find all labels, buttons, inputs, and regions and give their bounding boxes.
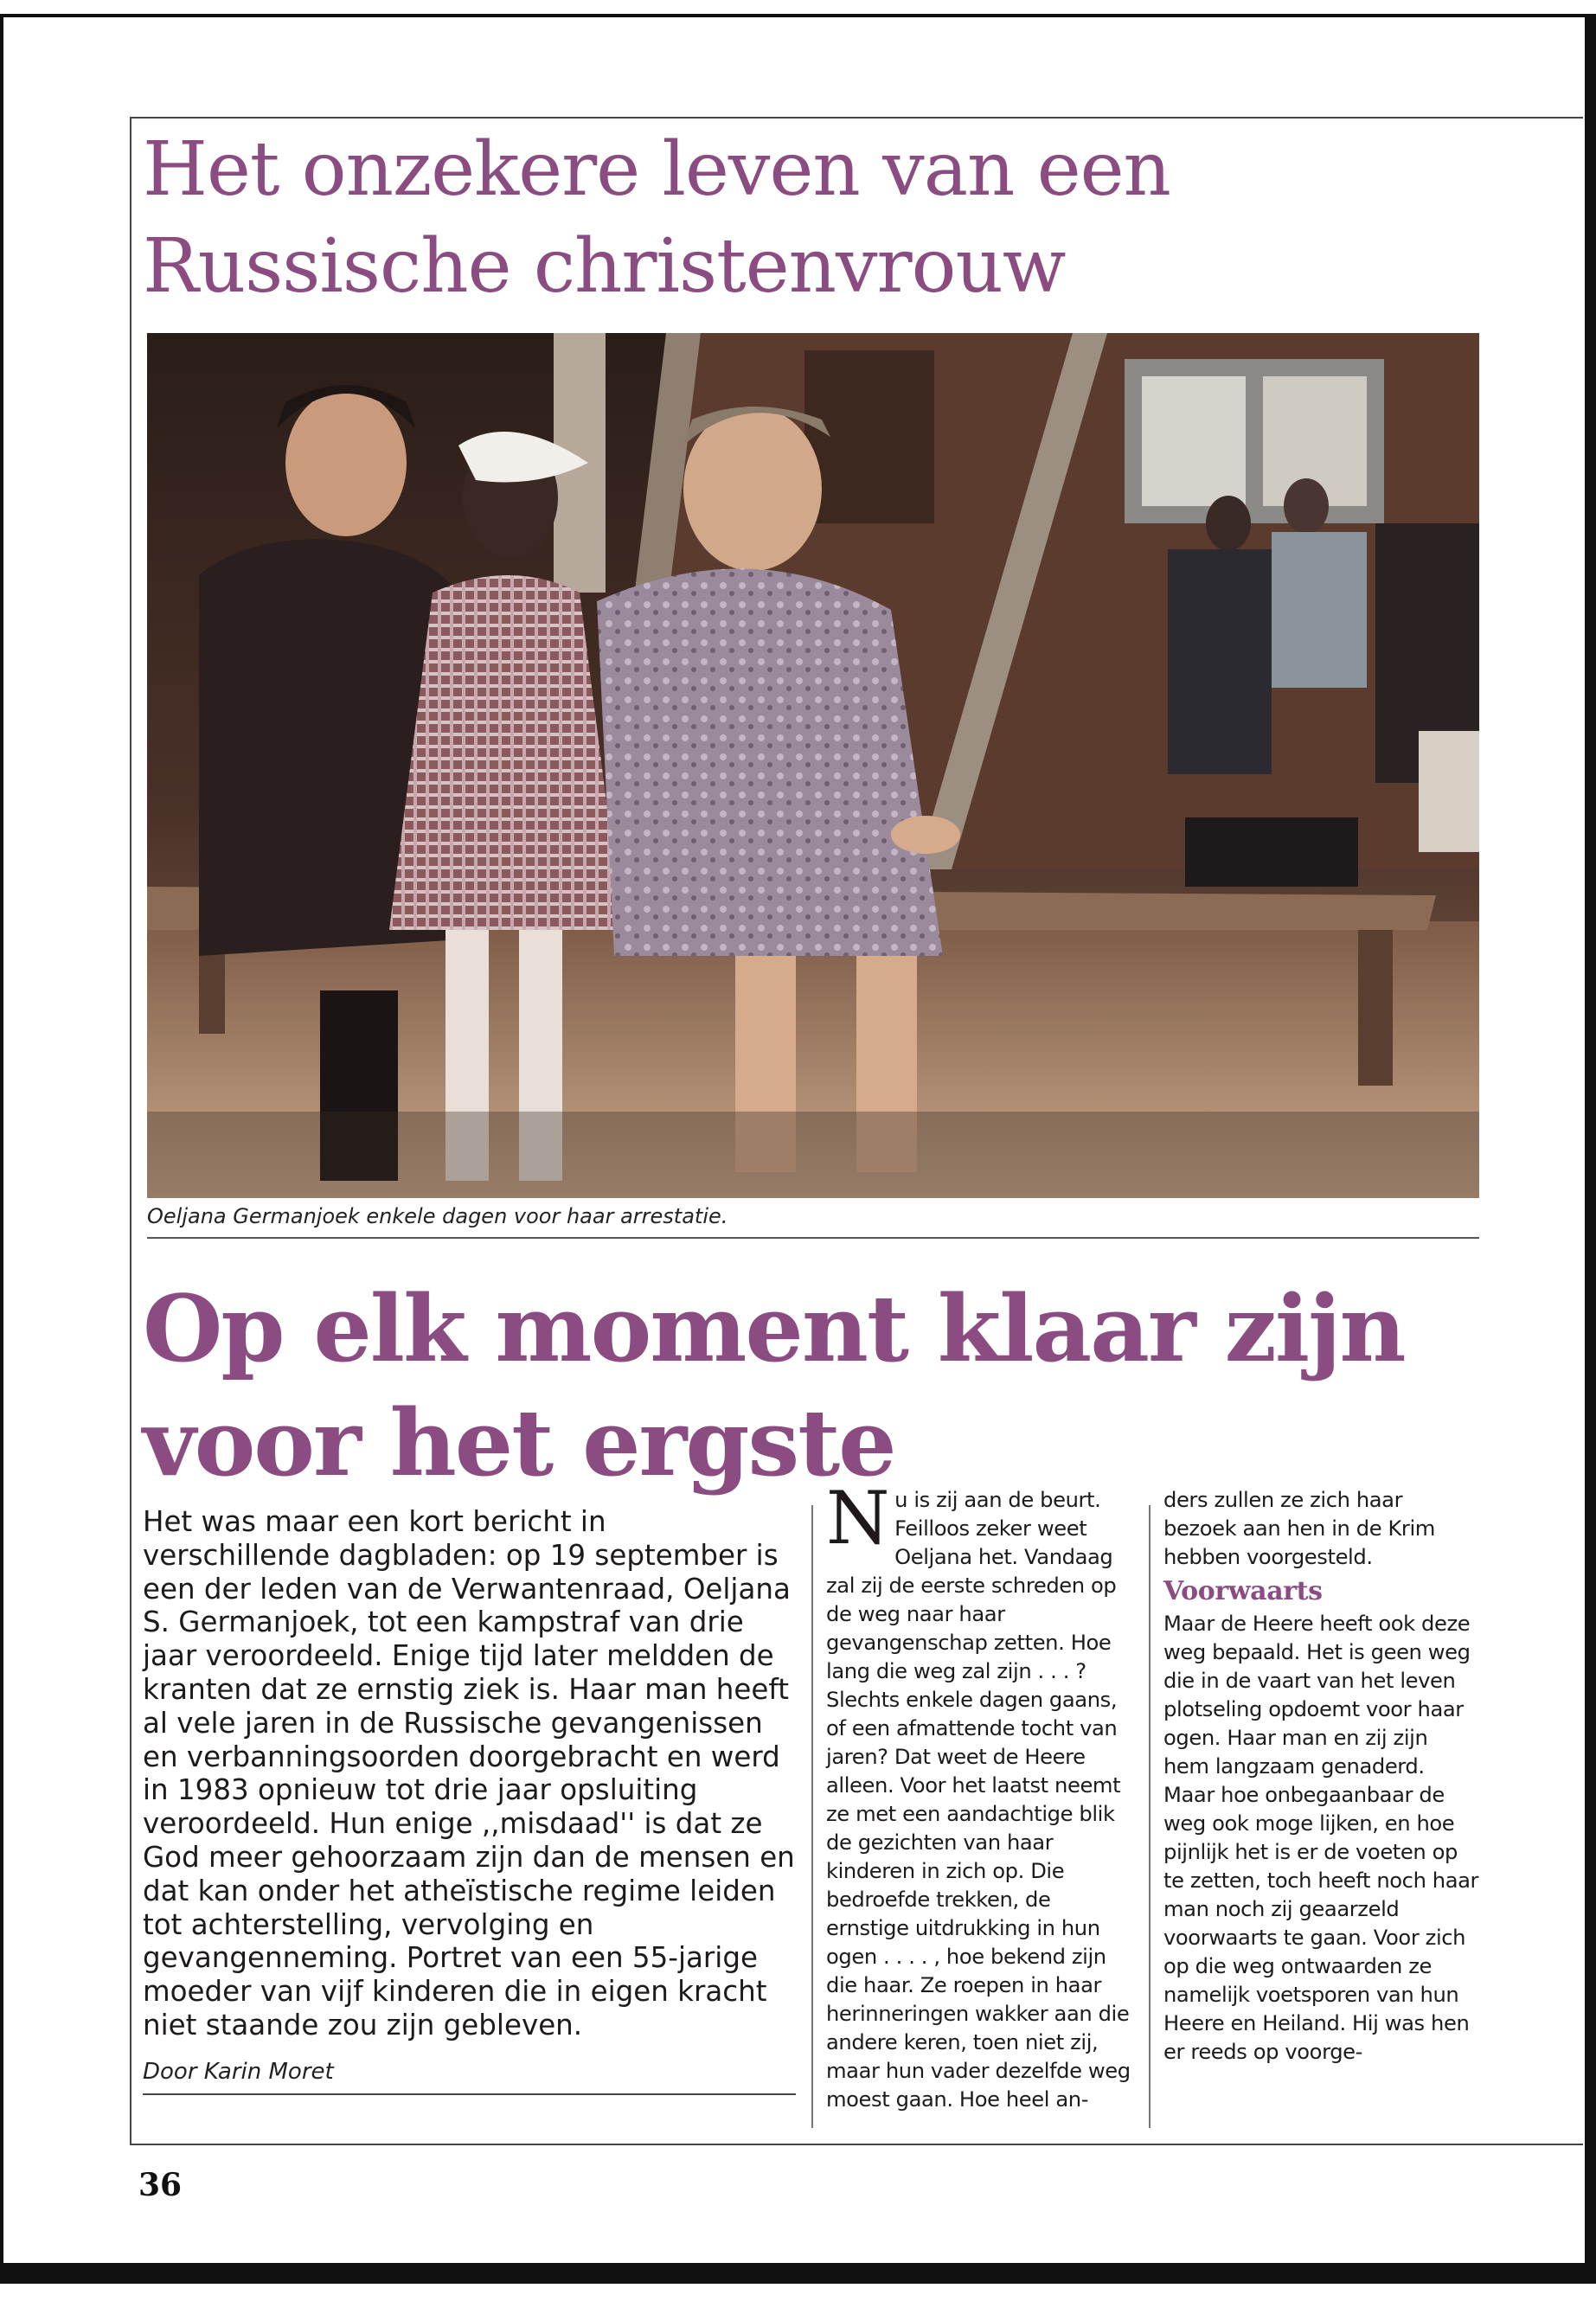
- article-kicker: Het onzekere leven van een Russische christenvrouw: [143, 126, 1170, 310]
- body-column-2: [826, 1476, 1139, 2114]
- section-subhead: Voorwaarts: [1163, 1576, 1323, 1606]
- column-3-text-a: ders zullen ze zich haar bezoek aan hen in de Krim hebben voorgesteld.: [1163, 1488, 1435, 1569]
- column-2-text: u is zij aan de beurt. Feilloos zeker weet Oeljana het. Vandaag zal zij de eerste schreden op de weg naar haar gevangenschap zetten. Hoe lang die weg zal zijn . . . ? Slechts enkele dagen gaans, of een afmattende tocht van jaren? Dat weet de Heere alleen. Voor het laatst neemt ze met een aandachtige blik de gezichten van haar kinderen in zich op. Die bedroefde trekken, de ernstige uitdrukking in hun ogen . . . . , hoe bekend zijn die haar. Ze roepen in haar herinneringen wakker aan die andere keren, toen niet zij, maar hun vader dezelfde weg moest gaan. Hoe heel an-: [826, 1488, 1131, 2112]
- scan-edge-bottom: [0, 2263, 1596, 2284]
- scan-edge-right: [1585, 14, 1596, 2280]
- column-divider-2: [1149, 1505, 1151, 2128]
- body-column-3: [1163, 1486, 1479, 2067]
- drop-cap: N: [826, 1476, 890, 1561]
- column-3-text-b: Maar de Heere heeft ook deze weg bepaald. Het is geen weg die in de vaart van het leven plotseling opdoemt voor haar ogen. Haar man en zij zijn hem langzaam genaderd. Maar hoe onbegaanbaar de weg ook moge lijken, en hoe pijnlijk het is er de voeten op te zetten, toch heeft noch haar man noch zij geaarzeld voorwaarts te gaan. Voor zich op die weg ontwaarden ze namelijk voetsporen van hun Heere en Heiland. Hij was hen er reeds op voorge-: [1163, 1612, 1479, 2064]
- article-byline: Door Karin Moret: [143, 2059, 334, 2085]
- byline-divider: [143, 2093, 796, 2095]
- article-headline: Op elk moment klaar zijn voor het ergste: [143, 1274, 1405, 1497]
- photo-caption: Oeljana Germanjoek enkele dagen voor haar arrestatie.: [147, 1204, 728, 1228]
- caption-divider: [147, 1237, 1479, 1239]
- page-number: 36: [138, 2167, 183, 2203]
- column-divider-1: [811, 1505, 813, 2128]
- article-intro: Het was maar een kort bericht in verschillende dagbladen: op 19 september is een der leden van de Verwantenraad, Oeljana S. Germanjoek, tot een kampstraf van drie jaar veroordeeld. Enige tijd later meldden de kranten dat ze ernstig ziek is. Haar man heeft al vele jaren in de Russische gevangenissen en verbanningsoorden doorgebracht en werd in 1983 opnieuw tot drie jaar opsluiting veroordeeld. Hun enige ,,misdaad'' is dat ze God meer gehoorzaam zijn dan de mensen en dat kan onder het atheïstische regime leiden tot achterstelling, vervolging en gevangenneming. Portret van een 55-jarige moeder van vijf kinderen die in eigen kracht niet staande zou zijn gebleven.: [143, 1505, 795, 2041]
- article-photo: [147, 333, 1479, 1198]
